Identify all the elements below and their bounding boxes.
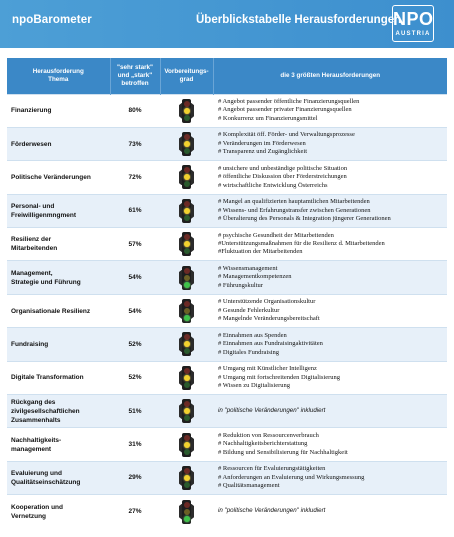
table-row [7,495,447,528]
challenge-item: # Umgang mit fortschreitenden Digitalisierung [218,373,341,381]
challenge-item: # Transparenz und Zugänglichkeit [218,148,307,156]
row-topic: Nachhaltigkeits- management [7,428,110,461]
traffic-light-icon-yellow [179,433,194,457]
traffic-light-icon-green [179,266,194,290]
challenge-item: # Gesunde Fehlerkultur [218,306,280,314]
row-readiness [160,495,213,528]
logo-sub-text: AUSTRIA [395,31,431,37]
challenge-item: # Veränderungen im Förderwesen [218,139,306,147]
challenge-item: # wirtschaftliche Entwicklung Österreichs [218,181,328,189]
challenge-item: # Komplexität öff. Förder- und Verwaltungsprozesse [218,131,355,139]
row-challenges [213,328,447,361]
challenge-item: # Qualitätsmanagement [218,482,280,490]
row-readiness [160,328,213,361]
traffic-light-icon-yellow [179,399,194,423]
row-readiness [160,161,213,194]
row-percent: 31% [110,428,160,461]
table-row [7,361,447,394]
row-challenges [213,461,447,494]
header-banner [0,0,454,48]
challenge-item: #Fluktuation der Mitarbeitenden [218,248,303,256]
table-row [7,94,447,127]
row-challenges [213,127,447,160]
traffic-light-icon-yellow [179,199,194,223]
row-percent: 29% [110,461,160,494]
header-label-readiness: Vorbereitungs- grad [164,67,209,83]
challenge-item: # Wissensmanagement [218,265,278,273]
challenge-item: # Mangelnde Veränderungsbereitschaft [218,315,320,323]
row-percent: 52% [110,361,160,394]
challenge-item: # Wissen zu Digitalisierung [218,382,291,390]
row-topic: Politische Veränderungen [7,161,110,194]
challenge-item: # öffentliche Diskussion über Förderstreichungen [218,173,347,181]
challenge-item: # psychische Gesundheit der Mitarbeitenden [218,231,334,239]
row-topic: Kooperation und Vernetzung [7,495,110,528]
row-challenges [213,194,447,227]
row-topic: Evaluierung und Qualitätseinschätzung [7,461,110,494]
challenge-item: # Einnahmen aus Spenden [218,331,287,339]
challenge-item: # Wissens- und Erfahrungstransfer zwischen Generationen [218,206,371,214]
challenge-item: # Überalterung des Personals & Integration jüngerer Generationen [218,215,391,223]
logo-main-text: NPO [393,9,434,29]
table-row [7,395,447,428]
table-row [7,127,447,160]
column-header-readiness [160,58,213,94]
row-topic: Finanzierung [7,94,110,127]
row-percent: 72% [110,161,160,194]
challenge-note: in "politische Veränderungen" inkludiert [218,407,326,414]
traffic-light-icon-green [179,299,194,323]
traffic-light-icon-yellow [179,366,194,390]
challenge-item: # Reduktion von Ressourcenverbrauch [218,431,319,439]
table-row [7,428,447,461]
challenge-note: in "politische Veränderungen" inkludiert [218,507,326,515]
row-challenges [213,361,447,394]
row-percent: 51% [110,395,160,428]
challenge-item: # Angebot passender öffentliche Finanzierungsquellen [218,98,360,106]
challenge-item: # Mangel an qualifizierten hauptamtlichen Mitarbeitenden [218,198,370,206]
challenge-item: # unsichere und unbeständige politische Situation [218,164,348,172]
table-row [7,261,447,294]
row-challenges [213,94,447,127]
table-row [7,328,447,361]
table-row [7,294,447,327]
row-topic: Rückgang des zivilgesellschaftlichen Zusammenhalts [7,395,110,428]
column-header-challenges [213,58,447,94]
traffic-light-icon-green [179,500,194,524]
row-percent: 80% [110,94,160,127]
row-readiness [160,294,213,327]
challenge-item: # Nachhaltigkeitsberichterstattung [218,440,308,448]
traffic-light-icon-yellow [179,466,194,490]
row-challenges [213,228,447,261]
row-readiness [160,428,213,461]
row-readiness [160,261,213,294]
challenge-item: # Bildung und Sensibilisierung für Nachhaltigkeit [218,448,348,456]
challenge-item: # Digitales Fundraising [218,348,280,356]
row-challenges [213,428,447,461]
row-challenges [213,395,447,428]
row-challenges [213,495,447,528]
challenge-item: # Anforderungen an Evaluierung und Wirkungsmessung [218,473,365,481]
traffic-light-icon-yellow [179,99,194,123]
table-row [7,461,447,494]
challenge-item: #Unterstützungsmaßnahmen für die Resilienz d. Mitarbeitenden [218,240,385,248]
row-percent: 61% [110,194,160,227]
row-percent: 54% [110,294,160,327]
row-readiness [160,461,213,494]
npo-austria-logo [392,5,434,42]
column-header-topic [7,58,110,94]
row-topic: Förderwesen [7,127,110,160]
row-challenges [213,161,447,194]
challenge-item: # Unterstützende Organisationskultur [218,298,316,306]
traffic-light-icon-yellow [179,132,194,156]
page-title: Überblickstabelle Herausforderungen [196,14,402,26]
row-topic: Personal- und Freiwilligenmngment [7,194,110,227]
challenge-item: # Umgang mit Künstlicher Intelligenz [218,365,317,373]
table-row [7,194,447,227]
table-row [7,161,447,194]
header-label-topic: Herausforderung Thema [32,67,84,83]
row-topic: Organisationale Resilienz [7,294,110,327]
row-challenges [213,294,447,327]
traffic-light-icon-yellow [179,165,194,189]
row-readiness [160,194,213,227]
table-header-row [7,58,447,94]
row-readiness [160,127,213,160]
row-readiness [160,94,213,127]
header-label-percent: "sehr stark" und „stark" betroffen [116,63,154,87]
row-challenges [213,261,447,294]
traffic-light-icon-yellow [179,332,194,356]
challenge-item: # Konkurrenz um Finanzierungsmittel [218,114,318,122]
brand-name: npoBarometer [12,14,92,26]
traffic-light-icon-yellow [179,232,194,256]
row-topic: Digitale Transformation [7,361,110,394]
header-label-challenges: die 3 größten Herausforderungen [280,71,381,79]
row-percent: 27% [110,495,160,528]
challenge-item: # Managementkompetenzen [218,273,292,281]
row-topic: Management, Strategie und Führung [7,261,110,294]
row-percent: 54% [110,261,160,294]
row-topic: Resilienz der Mitarbeitenden [7,228,110,261]
challenges-table [7,58,447,528]
challenge-item: # Einnahmen aus Fundraisingaktivitäten [218,340,323,348]
column-header-percent [110,58,160,94]
row-readiness [160,361,213,394]
row-percent: 57% [110,228,160,261]
challenge-item: # Angebot passender privater Finanzierungsquellen [218,106,352,114]
row-readiness [160,228,213,261]
row-topic: Fundraising [7,328,110,361]
row-percent: 52% [110,328,160,361]
table-row [7,228,447,261]
row-percent: 73% [110,127,160,160]
challenge-item: # Ressourcen für Evaluierungstätigkeiten [218,465,326,473]
challenge-item: # Führungskultur [218,281,263,289]
row-readiness [160,395,213,428]
